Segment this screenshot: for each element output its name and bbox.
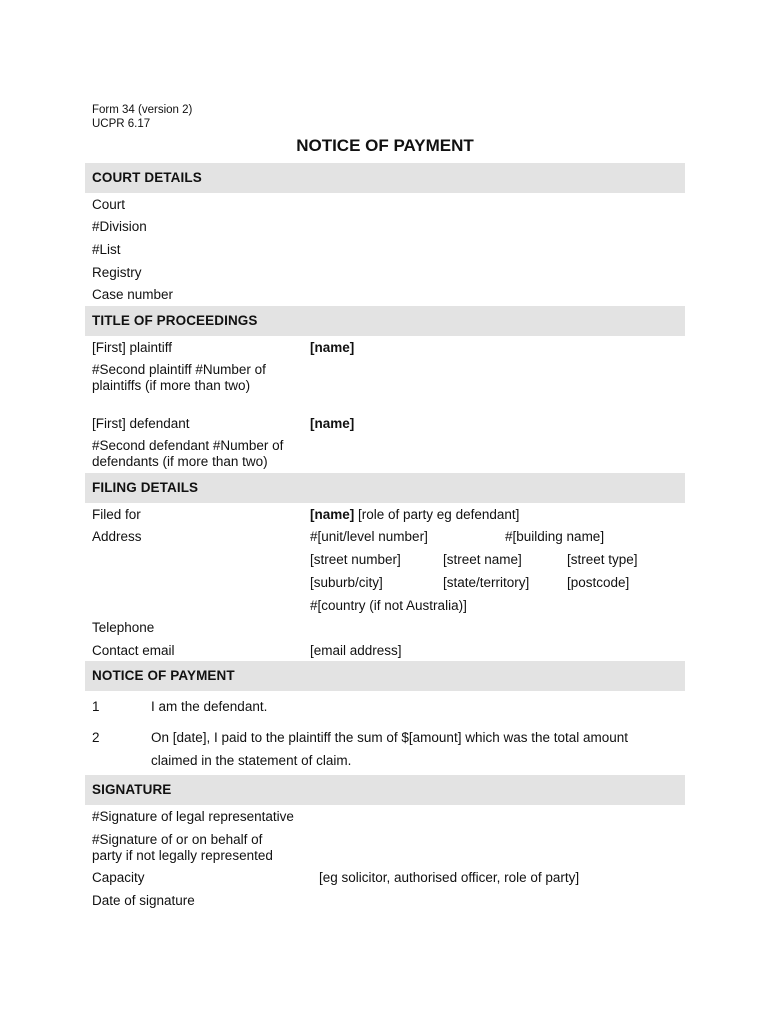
building-field: #[building name] <box>505 529 605 544</box>
second-defendant-label-line2: defendants (if more than two) <box>92 454 268 469</box>
address-label: Address <box>92 529 142 544</box>
second-defendant-label-line1: #Second defendant #Number of <box>92 438 284 453</box>
filed-for-value <box>310 507 519 522</box>
item-number: 2 <box>92 730 100 745</box>
telephone-label: Telephone <box>92 620 155 635</box>
item-text: I am the defendant. <box>151 699 268 714</box>
filed-for-role: [role of party eg defendant] <box>354 507 520 522</box>
section-heading: SIGNATURE <box>92 782 172 797</box>
section-heading: TITLE OF PROCEEDINGS <box>92 313 258 328</box>
section-heading: FILING DETAILS <box>92 480 199 495</box>
first-plaintiff-label: [First] plaintiff <box>92 340 173 355</box>
division-label: #Division <box>92 219 147 234</box>
section-signature <box>85 775 685 805</box>
unit-field: #[unit/level number] <box>310 529 428 544</box>
item-number: 1 <box>92 699 100 714</box>
first-defendant-label: [First] defendant <box>92 416 190 431</box>
filed-for-name: [name] <box>310 507 355 522</box>
item-text-continued: claimed in the statement of claim. <box>151 753 352 768</box>
suburb-field: [suburb/city] <box>310 575 383 590</box>
second-plaintiff-label-line2: plaintiffs (if more than two) <box>92 378 251 393</box>
first-defendant-name: [name] <box>310 416 355 431</box>
page-title: NOTICE OF PAYMENT <box>296 136 474 155</box>
contact-email-label: Contact email <box>92 643 175 658</box>
first-plaintiff-name: [name] <box>310 340 355 355</box>
street-type-field: [street type] <box>567 552 638 567</box>
postcode-field: [postcode] <box>567 575 630 590</box>
section-heading: COURT DETAILS <box>92 170 202 185</box>
rule-reference: UCPR 6.17 <box>92 118 151 130</box>
country-field: #[country (if not Australia)] <box>310 598 467 613</box>
section-court-details <box>85 163 685 193</box>
contact-email-value: [email address] <box>310 643 402 658</box>
state-field: [state/territory] <box>443 575 530 590</box>
party-signature-label-line2: party if not legally represented <box>92 848 273 863</box>
second-plaintiff-label-line1: #Second plaintiff #Number of <box>92 362 266 377</box>
legal-representative-signature-label: #Signature of legal representative <box>92 809 294 824</box>
section-filing-details <box>85 473 685 503</box>
street-number-field: [street number] <box>310 552 401 567</box>
form-number: Form 34 (version 2) <box>92 104 193 116</box>
party-signature-label-line1: #Signature of or on behalf of <box>92 832 263 847</box>
item-text: On [date], I paid to the plaintiff the sum of $[amount] which was the total amount <box>151 730 629 745</box>
street-name-field: [street name] <box>443 552 522 567</box>
section-title-of-proceedings <box>85 306 685 336</box>
date-of-signature-label: Date of signature <box>92 893 195 908</box>
court-label: Court <box>92 197 126 212</box>
section-notice-of-payment <box>85 661 685 691</box>
case-number-label: Case number <box>92 287 174 302</box>
filed-for-label: Filed for <box>92 507 141 522</box>
capacity-label: Capacity <box>92 870 145 885</box>
section-heading: NOTICE OF PAYMENT <box>92 668 235 683</box>
capacity-value: [eg solicitor, authorised officer, role of party] <box>319 870 580 885</box>
list-label: #List <box>92 242 121 257</box>
registry-label: Registry <box>92 265 142 280</box>
